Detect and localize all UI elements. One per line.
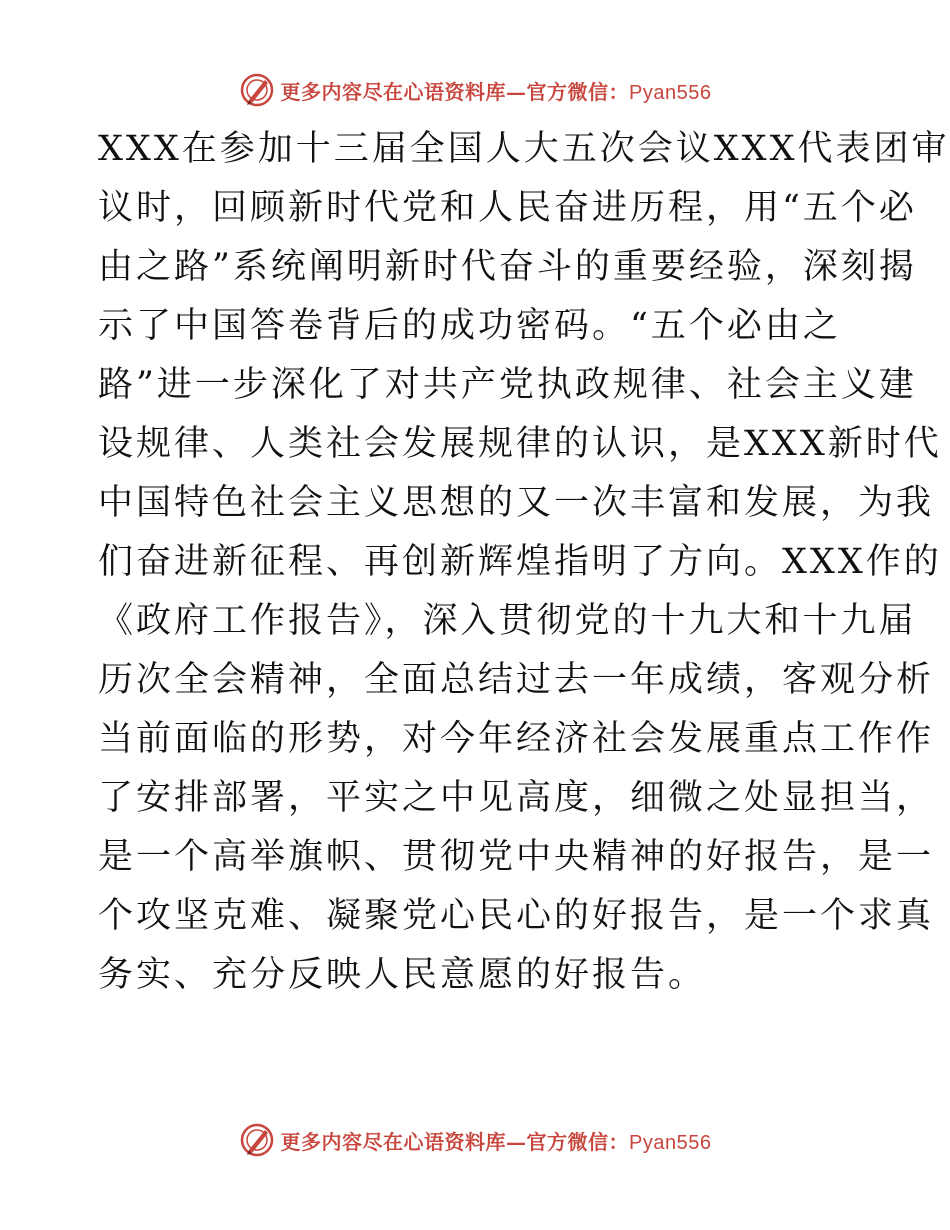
- text-line: XXX在参加十三届全国人大五次会议XXX代表团审: [98, 129, 950, 169]
- text-line: 设规律、人类社会发展规律的认识，是XXX新时代: [98, 424, 942, 464]
- footer-banner-label: 更多内容尽在心语资料库—官方微信：: [280, 1129, 630, 1154]
- footer-banner: [0, 1120, 950, 1160]
- header-banner: [0, 70, 950, 110]
- pen-logo-icon: [239, 1122, 275, 1158]
- header-banner-label: 更多内容尽在心语资料库—官方微信：: [280, 79, 630, 104]
- footer-banner-text: [281, 1126, 712, 1155]
- text-line: 了安排部署，平实之中见高度，细微之处显担当，: [98, 778, 935, 818]
- footer-wechat-id: Pyan556: [629, 1131, 712, 1154]
- text-line: 们奋进新征程、再创新辉煌指明了方向。XXX作的: [98, 542, 942, 582]
- text-line: 示了中国答卷背后的成功密码。“五个必由之: [98, 306, 841, 346]
- text-line: 历次全会精神，全面总结过去一年成绩，客观分析: [98, 660, 935, 700]
- text-line: 议时，回顾新时代党和人民奋进历程，用“五个必: [98, 188, 917, 228]
- document-body: [98, 120, 950, 1005]
- text-line: 路”进一步深化了对共产党执政规律、社会主义建: [98, 365, 917, 405]
- text-line: 个攻坚克难、凝聚党心民心的好报告，是一个求真: [98, 896, 935, 936]
- pen-logo-icon: [239, 72, 275, 108]
- text-line: 是一个高举旗帜、贯彻党中央精神的好报告，是一: [98, 837, 935, 877]
- text-line: 当前面临的形势，对今年经济社会发展重点工作作: [98, 719, 935, 759]
- header-banner-text: [281, 76, 712, 105]
- text-line: 务实、充分反映人民意愿的好报告。: [98, 955, 707, 995]
- header-wechat-id: Pyan556: [629, 81, 712, 104]
- text-line: 中国特色社会主义思想的又一次丰富和发展，为我: [98, 483, 935, 523]
- text-line: 由之路”系统阐明新时代奋斗的重要经验，深刻揭: [98, 247, 917, 287]
- text-line: 《政府工作报告》，深入贯彻党的十九大和十九届: [98, 601, 917, 641]
